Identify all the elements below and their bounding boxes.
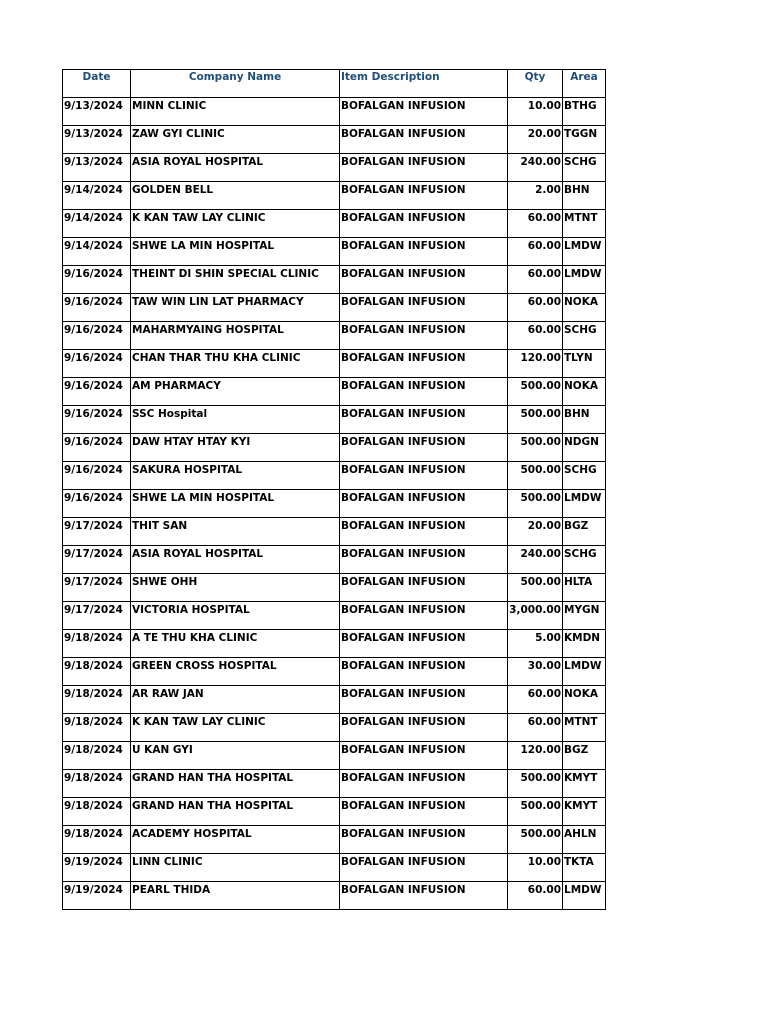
cell-company: PEARL THIDA [131, 882, 340, 910]
table-row [63, 462, 606, 490]
cell-qty: 120.00 [508, 350, 563, 378]
table-row [63, 98, 606, 126]
table-row [63, 686, 606, 714]
cell-area: BHN [563, 182, 606, 210]
table-row [63, 518, 606, 546]
cell-area: TGGN [563, 126, 606, 154]
cell-item: BOFALGAN INFUSION [340, 686, 508, 714]
cell-area: LMDW [563, 490, 606, 518]
table-row [63, 826, 606, 854]
cell-item: BOFALGAN INFUSION [340, 602, 508, 630]
cell-company: U KAN GYI [131, 742, 340, 770]
cell-company: GRAND HAN THA HOSPITAL [131, 798, 340, 826]
cell-item: BOFALGAN INFUSION [340, 266, 508, 294]
cell-qty: 500.00 [508, 406, 563, 434]
cell-qty: 500.00 [508, 462, 563, 490]
cell-item: BOFALGAN INFUSION [340, 210, 508, 238]
table-row [63, 322, 606, 350]
table-row [63, 378, 606, 406]
cell-company: A TE THU KHA CLINIC [131, 630, 340, 658]
column-header-company: Company Name [131, 70, 340, 98]
cell-area: SCHG [563, 546, 606, 574]
cell-date: 9/14/2024 [63, 210, 131, 238]
cell-date: 9/18/2024 [63, 798, 131, 826]
cell-company: SHWE LA MIN HOSPITAL [131, 238, 340, 266]
cell-area: NDGN [563, 434, 606, 462]
cell-qty: 240.00 [508, 546, 563, 574]
cell-item: BOFALGAN INFUSION [340, 882, 508, 910]
cell-item: BOFALGAN INFUSION [340, 322, 508, 350]
cell-qty: 2.00 [508, 182, 563, 210]
table-row [63, 294, 606, 322]
cell-date: 9/14/2024 [63, 238, 131, 266]
cell-date: 9/16/2024 [63, 434, 131, 462]
cell-area: SCHG [563, 462, 606, 490]
table-row [63, 658, 606, 686]
cell-qty: 60.00 [508, 294, 563, 322]
cell-item: BOFALGAN INFUSION [340, 826, 508, 854]
column-header-area: Area [563, 70, 606, 98]
cell-area: KMYT [563, 770, 606, 798]
table-header [63, 70, 606, 98]
cell-date: 9/16/2024 [63, 350, 131, 378]
cell-date: 9/18/2024 [63, 658, 131, 686]
cell-company: AM PHARMACY [131, 378, 340, 406]
table-row [63, 350, 606, 378]
cell-item: BOFALGAN INFUSION [340, 574, 508, 602]
cell-area: LMDW [563, 238, 606, 266]
cell-date: 9/14/2024 [63, 182, 131, 210]
cell-qty: 10.00 [508, 854, 563, 882]
cell-date: 9/13/2024 [63, 154, 131, 182]
cell-company: SHWE LA MIN HOSPITAL [131, 490, 340, 518]
table-row [63, 126, 606, 154]
cell-qty: 20.00 [508, 126, 563, 154]
cell-company: GRAND HAN THA HOSPITAL [131, 770, 340, 798]
cell-date: 9/17/2024 [63, 602, 131, 630]
cell-area: BTHG [563, 98, 606, 126]
cell-date: 9/16/2024 [63, 294, 131, 322]
cell-item: BOFALGAN INFUSION [340, 854, 508, 882]
cell-date: 9/16/2024 [63, 322, 131, 350]
cell-qty: 60.00 [508, 322, 563, 350]
cell-area: TKTA [563, 854, 606, 882]
cell-company: GREEN CROSS HOSPITAL [131, 658, 340, 686]
cell-item: BOFALGAN INFUSION [340, 742, 508, 770]
cell-item: BOFALGAN INFUSION [340, 350, 508, 378]
cell-company: ACADEMY HOSPITAL [131, 826, 340, 854]
cell-date: 9/17/2024 [63, 574, 131, 602]
cell-company: THIT SAN [131, 518, 340, 546]
cell-area: NOKA [563, 294, 606, 322]
cell-qty: 5.00 [508, 630, 563, 658]
table-row [63, 854, 606, 882]
column-header-qty: Qty [508, 70, 563, 98]
table-body [63, 98, 606, 910]
cell-qty: 500.00 [508, 770, 563, 798]
table-row [63, 630, 606, 658]
column-header-item: Item Description [340, 70, 508, 98]
cell-company: K KAN TAW LAY CLINIC [131, 714, 340, 742]
table-row [63, 434, 606, 462]
cell-item: BOFALGAN INFUSION [340, 714, 508, 742]
cell-area: NOKA [563, 686, 606, 714]
cell-date: 9/18/2024 [63, 714, 131, 742]
cell-qty: 500.00 [508, 574, 563, 602]
cell-company: SAKURA HOSPITAL [131, 462, 340, 490]
cell-date: 9/18/2024 [63, 770, 131, 798]
cell-company: VICTORIA HOSPITAL [131, 602, 340, 630]
table-row [63, 182, 606, 210]
cell-qty: 3,000.00 [508, 602, 563, 630]
cell-qty: 60.00 [508, 882, 563, 910]
cell-item: BOFALGAN INFUSION [340, 798, 508, 826]
cell-area: LMDW [563, 882, 606, 910]
cell-date: 9/13/2024 [63, 98, 131, 126]
cell-qty: 500.00 [508, 378, 563, 406]
cell-item: BOFALGAN INFUSION [340, 406, 508, 434]
table-row [63, 266, 606, 294]
table-row [63, 406, 606, 434]
cell-company: SSC Hospital [131, 406, 340, 434]
cell-item: BOFALGAN INFUSION [340, 546, 508, 574]
cell-area: HLTA [563, 574, 606, 602]
cell-qty: 10.00 [508, 98, 563, 126]
cell-company: ASIA ROYAL HOSPITAL [131, 546, 340, 574]
cell-qty: 240.00 [508, 154, 563, 182]
header-row [63, 70, 606, 98]
cell-company: ASIA ROYAL HOSPITAL [131, 154, 340, 182]
cell-qty: 60.00 [508, 686, 563, 714]
cell-date: 9/18/2024 [63, 630, 131, 658]
cell-date: 9/16/2024 [63, 490, 131, 518]
cell-date: 9/18/2024 [63, 742, 131, 770]
table-row [63, 546, 606, 574]
cell-item: BOFALGAN INFUSION [340, 630, 508, 658]
cell-area: MTNT [563, 210, 606, 238]
cell-qty: 120.00 [508, 742, 563, 770]
column-header-date: Date [63, 70, 131, 98]
cell-company: TAW WIN LIN LAT PHARMACY [131, 294, 340, 322]
cell-company: DAW HTAY HTAY KYI [131, 434, 340, 462]
table-row [63, 490, 606, 518]
cell-item: BOFALGAN INFUSION [340, 294, 508, 322]
cell-qty: 60.00 [508, 266, 563, 294]
cell-company: ZAW GYI CLINIC [131, 126, 340, 154]
cell-qty: 20.00 [508, 518, 563, 546]
cell-item: BOFALGAN INFUSION [340, 154, 508, 182]
cell-company: CHAN THAR THU KHA CLINIC [131, 350, 340, 378]
sales-table [62, 69, 606, 910]
cell-area: LMDW [563, 658, 606, 686]
cell-item: BOFALGAN INFUSION [340, 98, 508, 126]
cell-area: BGZ [563, 518, 606, 546]
cell-item: BOFALGAN INFUSION [340, 658, 508, 686]
cell-qty: 500.00 [508, 826, 563, 854]
cell-date: 9/19/2024 [63, 854, 131, 882]
table-row [63, 238, 606, 266]
cell-item: BOFALGAN INFUSION [340, 182, 508, 210]
cell-company: K KAN TAW LAY CLINIC [131, 210, 340, 238]
cell-item: BOFALGAN INFUSION [340, 238, 508, 266]
cell-company: LINN CLINIC [131, 854, 340, 882]
cell-item: BOFALGAN INFUSION [340, 518, 508, 546]
cell-date: 9/18/2024 [63, 686, 131, 714]
cell-area: BGZ [563, 742, 606, 770]
cell-area: SCHG [563, 154, 606, 182]
cell-item: BOFALGAN INFUSION [340, 462, 508, 490]
cell-date: 9/16/2024 [63, 266, 131, 294]
cell-area: MTNT [563, 714, 606, 742]
cell-date: 9/19/2024 [63, 882, 131, 910]
cell-date: 9/16/2024 [63, 378, 131, 406]
cell-area: BHN [563, 406, 606, 434]
cell-item: BOFALGAN INFUSION [340, 490, 508, 518]
table-row [63, 602, 606, 630]
cell-date: 9/13/2024 [63, 126, 131, 154]
cell-item: BOFALGAN INFUSION [340, 434, 508, 462]
table-row [63, 742, 606, 770]
cell-item: BOFALGAN INFUSION [340, 770, 508, 798]
table-row [63, 154, 606, 182]
cell-company: AR RAW JAN [131, 686, 340, 714]
cell-area: MYGN [563, 602, 606, 630]
cell-date: 9/16/2024 [63, 406, 131, 434]
cell-company: MAHARMYAING HOSPITAL [131, 322, 340, 350]
table-row [63, 770, 606, 798]
cell-company: MINN CLINIC [131, 98, 340, 126]
table-row [63, 714, 606, 742]
cell-area: LMDW [563, 266, 606, 294]
cell-item: BOFALGAN INFUSION [340, 126, 508, 154]
cell-area: TLYN [563, 350, 606, 378]
cell-qty: 60.00 [508, 210, 563, 238]
cell-qty: 500.00 [508, 798, 563, 826]
cell-area: NOKA [563, 378, 606, 406]
table-row [63, 798, 606, 826]
cell-date: 9/18/2024 [63, 826, 131, 854]
cell-area: KMDN [563, 630, 606, 658]
cell-date: 9/17/2024 [63, 518, 131, 546]
cell-qty: 500.00 [508, 490, 563, 518]
cell-date: 9/17/2024 [63, 546, 131, 574]
cell-item: BOFALGAN INFUSION [340, 378, 508, 406]
cell-qty: 60.00 [508, 714, 563, 742]
cell-company: THEINT DI SHIN SPECIAL CLINIC [131, 266, 340, 294]
cell-company: SHWE OHH [131, 574, 340, 602]
table-row [63, 210, 606, 238]
cell-qty: 30.00 [508, 658, 563, 686]
cell-area: AHLN [563, 826, 606, 854]
cell-qty: 60.00 [508, 238, 563, 266]
cell-date: 9/16/2024 [63, 462, 131, 490]
cell-area: SCHG [563, 322, 606, 350]
cell-company: GOLDEN BELL [131, 182, 340, 210]
cell-qty: 500.00 [508, 434, 563, 462]
table-row [63, 574, 606, 602]
table-row [63, 882, 606, 910]
cell-area: KMYT [563, 798, 606, 826]
